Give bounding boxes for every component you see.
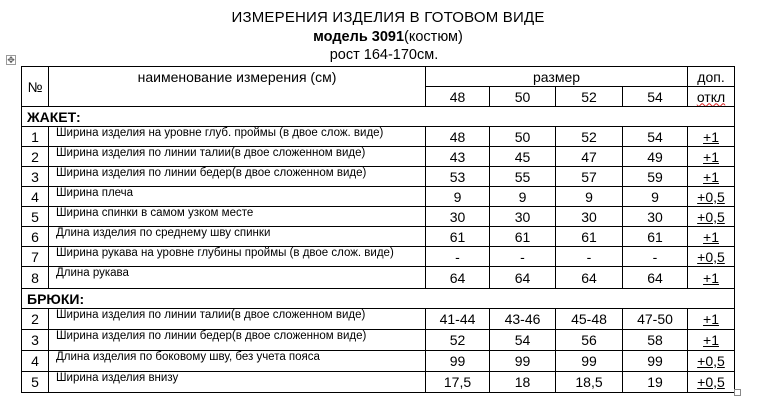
size-value: 53 xyxy=(426,167,490,187)
size-value: 64 xyxy=(556,267,623,289)
size-value: 61 xyxy=(490,227,556,247)
measurement-name: Длина изделия по среднему шву спинки xyxy=(49,227,426,247)
row-number: 3 xyxy=(22,167,49,187)
table-row xyxy=(22,247,735,267)
measurement-name: Ширина спинки в самом узком месте xyxy=(49,207,426,227)
tolerance-text: +0,5 xyxy=(697,353,725,369)
measurement-name: Ширина изделия внизу xyxy=(49,372,426,393)
size-value: - xyxy=(556,247,623,267)
size-value: 30 xyxy=(556,207,623,227)
size-value: 61 xyxy=(623,227,688,247)
row-number: 7 xyxy=(22,247,49,267)
table-row xyxy=(22,267,735,289)
row-number: 3 xyxy=(22,330,49,351)
row-number: 2 xyxy=(22,309,49,330)
tolerance-text: +1 xyxy=(703,311,719,327)
tolerance-text: +0,5 xyxy=(697,248,725,265)
table-row xyxy=(22,351,735,372)
tolerance-value xyxy=(688,227,735,247)
measurement-name: Длина изделия по боковому шву, без учета пояса xyxy=(49,351,426,372)
measurement-name: Ширина изделия по линии талии(в двое сложенном виде) xyxy=(49,309,426,330)
section-row xyxy=(22,107,735,127)
tolerance-value xyxy=(688,187,735,207)
doc-title: ИЗМЕРЕНИЯ ИЗДЕЛИЯ В ГОТОВОМ ВИДЕ xyxy=(231,9,545,26)
measurement-name: Ширина изделия на уровне глуб. проймы (в двое слож. виде) xyxy=(49,127,426,147)
row-number: 4 xyxy=(22,187,49,207)
section-title: БРЮКИ: xyxy=(22,289,735,309)
measurement-name: Ширина плеча xyxy=(49,187,426,207)
size-value: - xyxy=(426,247,490,267)
row-number: 5 xyxy=(22,372,49,393)
size-header: 54 xyxy=(623,87,688,107)
row-number: 8 xyxy=(22,267,49,289)
size-value: 64 xyxy=(426,267,490,289)
height-line: рост 164-170см. xyxy=(329,47,439,63)
tolerance-value xyxy=(688,330,735,351)
size-value: 18 xyxy=(490,372,556,393)
tolerance-value xyxy=(688,207,735,227)
size-value: 45 xyxy=(490,147,556,167)
size-value: 49 xyxy=(623,147,688,167)
tolerance-text: +0,5 xyxy=(697,208,725,225)
section-row xyxy=(22,289,735,309)
size-value: 57 xyxy=(556,167,623,187)
tolerance-value xyxy=(688,309,735,330)
size-value: 45-48 xyxy=(556,309,623,330)
size-value: 9 xyxy=(490,187,556,207)
size-header: 48 xyxy=(426,87,490,107)
size-value: 52 xyxy=(556,127,623,147)
size-value: 61 xyxy=(426,227,490,247)
size-value: 54 xyxy=(490,330,556,351)
table-row xyxy=(22,309,735,330)
table-end-marker xyxy=(734,389,741,396)
measurements-table xyxy=(21,66,735,393)
size-value: 55 xyxy=(490,167,556,187)
size-value: 47 xyxy=(556,147,623,167)
row-number: 4 xyxy=(22,351,49,372)
tolerance-value xyxy=(688,351,735,372)
table-move-handle-icon[interactable]: ✥ xyxy=(7,55,15,65)
tolerance-text: +1 xyxy=(703,269,719,286)
row-number: 6 xyxy=(22,227,49,247)
header-row xyxy=(22,67,735,87)
table-row xyxy=(22,147,735,167)
table-row xyxy=(22,372,735,393)
size-value: 50 xyxy=(490,127,556,147)
size-value: 58 xyxy=(623,330,688,351)
tolerance-value xyxy=(688,127,735,147)
size-value: 64 xyxy=(490,267,556,289)
size-header: 50 xyxy=(490,87,556,107)
tolerance-text: +1 xyxy=(703,148,719,165)
size-value: 48 xyxy=(426,127,490,147)
model-number: модель 3091 xyxy=(313,29,405,45)
size-value: 9 xyxy=(426,187,490,207)
table-row xyxy=(22,207,735,227)
row-number: 2 xyxy=(22,147,49,167)
size-value: 99 xyxy=(490,351,556,372)
size-value: 59 xyxy=(623,167,688,187)
header-number: № xyxy=(22,67,49,107)
size-value: 61 xyxy=(556,227,623,247)
table-row xyxy=(22,227,735,247)
model-line xyxy=(0,29,776,45)
size-value: 30 xyxy=(426,207,490,227)
size-header: 52 xyxy=(556,87,623,107)
size-value: 64 xyxy=(623,267,688,289)
table-body xyxy=(22,67,735,393)
table-row xyxy=(22,167,735,187)
size-value: 99 xyxy=(426,351,490,372)
size-value: 52 xyxy=(426,330,490,351)
size-value: 43 xyxy=(426,147,490,167)
tolerance-text: +0,5 xyxy=(697,374,725,390)
tolerance-value xyxy=(688,147,735,167)
size-value: 9 xyxy=(556,187,623,207)
tolerance-value xyxy=(688,372,735,393)
tolerance-value xyxy=(688,267,735,289)
size-value: 54 xyxy=(623,127,688,147)
measurement-name: Ширина изделия по линии талии(в двое сложенном виде) xyxy=(49,147,426,167)
tolerance-text: +0,5 xyxy=(697,188,725,205)
row-number: 5 xyxy=(22,207,49,227)
header-tolerance-bottom: откл xyxy=(688,87,735,107)
measurement-name: Длина рукава xyxy=(49,267,426,289)
header-tolerance-top: доп. xyxy=(688,67,735,87)
table-row xyxy=(22,330,735,351)
header-name: наименование измерения (см) xyxy=(49,67,426,107)
row-number: 1 xyxy=(22,127,49,147)
size-value: 99 xyxy=(556,351,623,372)
measurement-name: Ширина изделия по линии бедер(в двое сложенном виде) xyxy=(49,330,426,351)
size-value: - xyxy=(623,247,688,267)
section-title: ЖАКЕТ: xyxy=(22,107,735,127)
size-value: 18,5 xyxy=(556,372,623,393)
table-row xyxy=(22,187,735,207)
size-value: 30 xyxy=(490,207,556,227)
measurement-name: Ширина изделия по линии бедер(в двое сложенном виде) xyxy=(49,167,426,187)
size-value: 43-46 xyxy=(490,309,556,330)
size-value: - xyxy=(490,247,556,267)
tolerance-value xyxy=(688,167,735,187)
size-value: 41-44 xyxy=(426,309,490,330)
size-value: 30 xyxy=(623,207,688,227)
table-row xyxy=(22,127,735,147)
size-value: 56 xyxy=(556,330,623,351)
size-value: 19 xyxy=(623,372,688,393)
tolerance-text: +1 xyxy=(703,168,719,185)
measurement-name: Ширина рукава на уровне глубины проймы (в двое слож. виде) xyxy=(49,247,426,267)
size-value: 9 xyxy=(623,187,688,207)
tolerance-text: +1 xyxy=(703,332,719,348)
size-value: 17,5 xyxy=(426,372,490,393)
model-type: (костюм) xyxy=(404,29,463,45)
header-size: размер xyxy=(426,67,688,87)
tolerance-value xyxy=(688,247,735,267)
tolerance-text: +1 xyxy=(703,228,719,245)
size-value: 47-50 xyxy=(623,309,688,330)
size-value: 99 xyxy=(623,351,688,372)
tolerance-text: +1 xyxy=(703,128,719,145)
